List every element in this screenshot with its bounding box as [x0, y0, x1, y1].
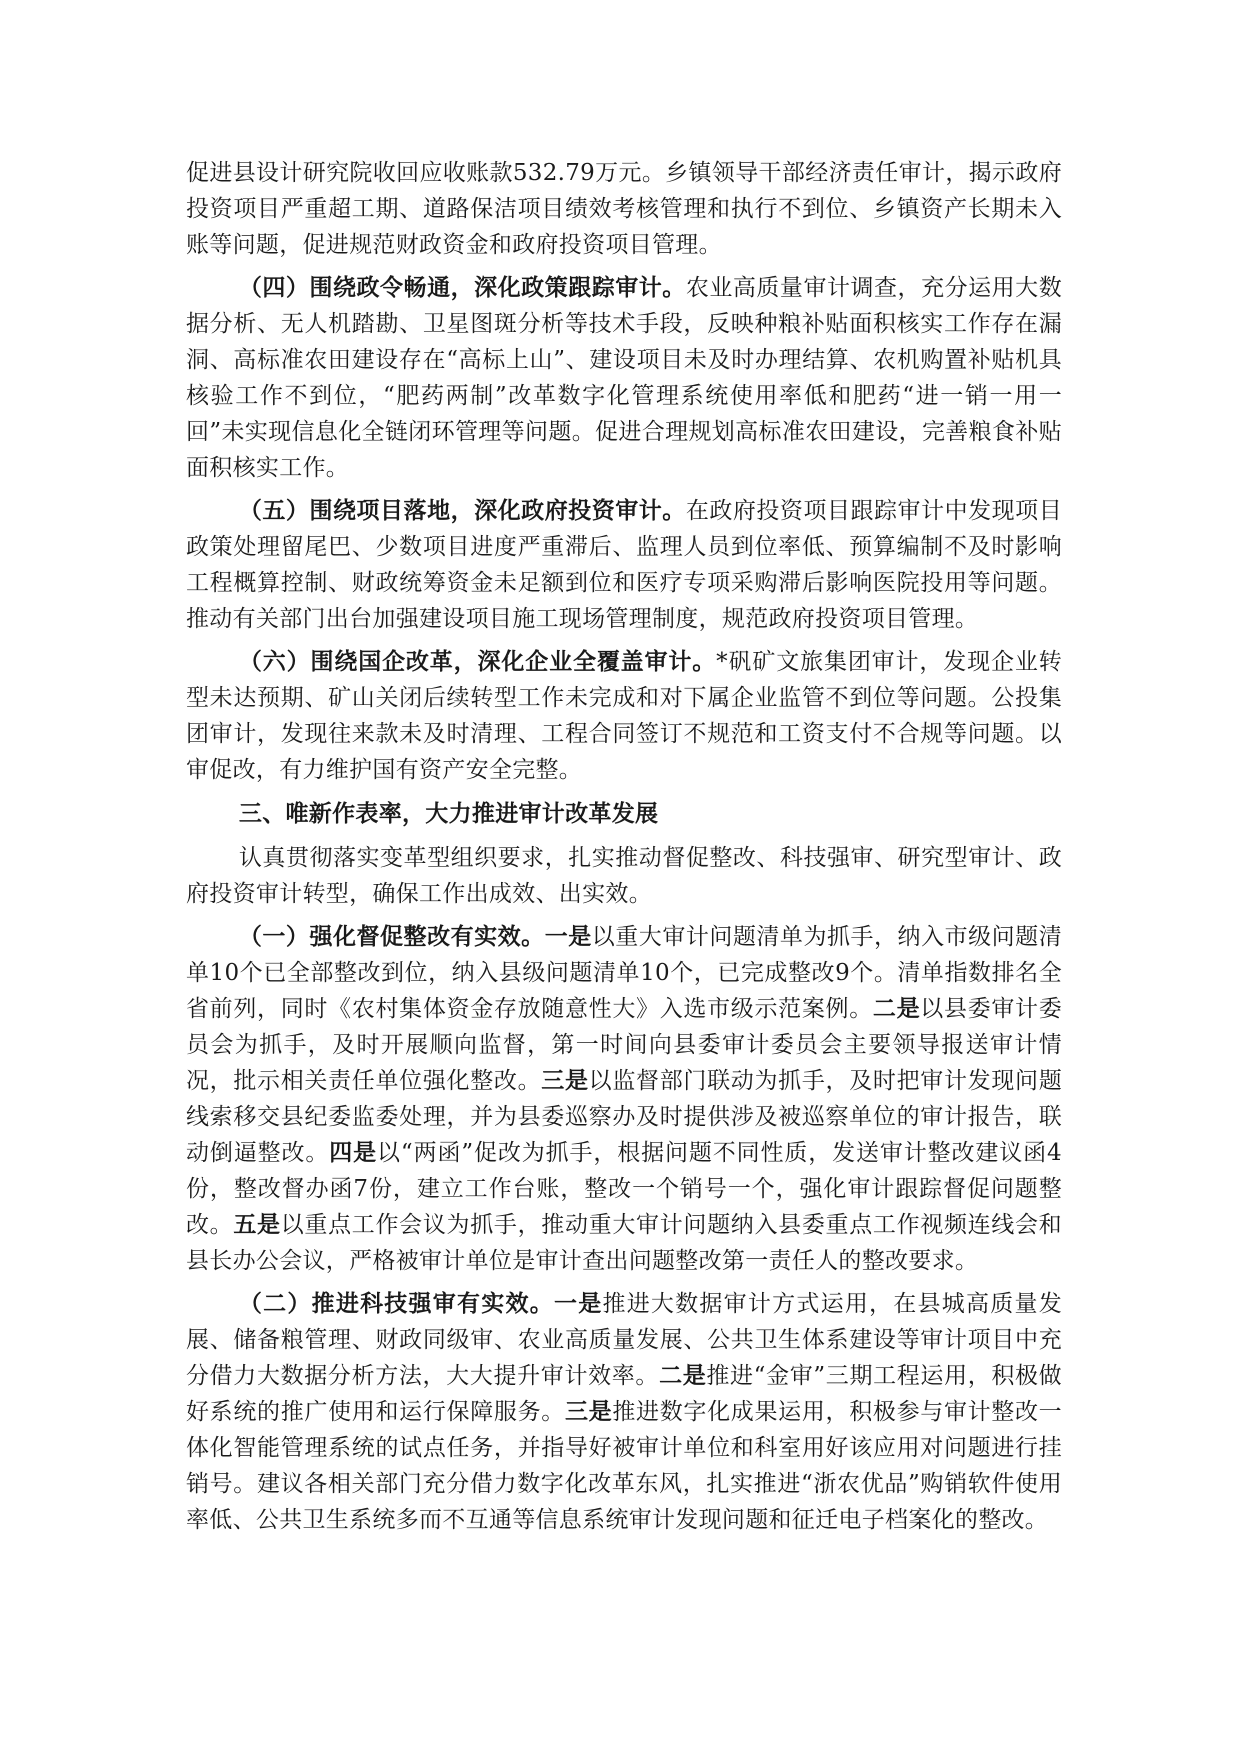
section-heading-six: （六）围绕国企改革，深化企业全覆盖审计。 — [238, 648, 717, 675]
paragraph-rectification: （一）强化督促整改有实效。一是以重大审计问题清单为抓手，纳入市级问题清单10个已全部整改到位，纳入县级问题清单10个，已完成整改9个。清单指数排名全省前列，同时《农村集体资金存放随意性大》入选市级示范案例。二是以县委审计委员会为抓手，及时开展顺向监督，第一时间向县委审计委员会主要领导报送审计情况，批示相关责任单位强化整改。三是以监督部门联动为抓手，及时把审计发现问题线索移交县纪委监委处理，并为县委巡察办及时提供涉及被巡察单位的审计报告，联动倒逼整改。四是以“两函”促改为抓手，根据问题不同性质，发送审计整改建议函4份，整改督办函7份，建立工作台账，整改一个销号一个，强化审计跟踪督促问题整改。五是以重点工作会议为抓手，推动重大审计问题纳入县委重点工作视频连线会和县长办公会议，严格被审计单位是审计查出问题整改第一责任人的整改要求。 — [186, 923, 1063, 1274]
section-heading-one: （一）强化督促整改有实效。 — [238, 923, 545, 950]
paragraph-reform-intro: 认真贯彻落实变革型组织要求，扎实推动督促整改、科技强审、研究型审计、政府投资审计转型，确保工作出成效、出实效。 — [186, 845, 1062, 907]
document-body — [186, 155, 1062, 1545]
paragraph-county-design-institute: 促进县设计研究院收回应收账款532.79万元。乡镇领导干部经济责任审计，揭示政府投资项目严重超工期、道路保洁项目绩效考核管理和执行不到位、乡镇资产长期未入账等问题，促进规范财政资金和政府投资项目管理。 — [186, 160, 1062, 258]
paragraph-tech-audit: （二）推进科技强审有实效。一是推进大数据审计方式运用，在县城高质量发展、储备粮管理、财政同级审、农业高质量发展、公共卫生体系建设等审计项目中充分借力大数据分析方法，大大提升审计效率。二是推进“金审”三期工程运用，积极做好系统的推广使用和运行保障服务。三是推进数字化成果运用，积极参与审计整改一体化智能管理系统的试点任务，并指导好被审计单位和科室用好该应用对问题进行挂销号。建议各相关部门充分借力数字化改革东风，扎实推进“浙农优品”购销软件使用率低、公共卫生系统多而不互通等信息系统审计发现问题和征迁电子档案化的整改。 — [186, 1290, 1063, 1533]
paragraph-policy-tracking-audit: （四）围绕政令畅通，深化政策跟踪审计。农业高质量审计调查，充分运用大数据分析、无人机踏勘、卫星图斑分析等技术手段，反映种粮补贴面积核实工作存在漏洞、高标准农田建设存在“高标上山”、建设项目未及时办理结算、农机购置补贴机具核验工作不到位，“肥药两制”改革数字化管理系统使用率低和肥药“进一销一用一回”未实现信息化全链闭环管理等问题。促进合理规划高标准农田建设，完善粮食补贴面积核实工作。 — [186, 274, 1062, 481]
section-heading-four: （四）围绕政令畅通，深化政策跟踪审计。 — [238, 274, 686, 301]
section-heading-two: （二）推进科技强审有实效。 — [238, 1290, 554, 1317]
section-heading-five: （五）围绕项目落地，深化政府投资审计。 — [238, 497, 686, 524]
paragraph-government-investment-audit: （五）围绕项目落地，深化政府投资审计。在政府投资项目跟踪审计中发现项目政策处理留尾巴、少数项目进度严重滞后、监理人员到位率低、预算编制不及时影响工程概算控制、财政统筹资金未足额到位和医疗专项采购滞后影响医院投用等问题。推动有关部门出台加强建设项目施工现场管理制度，规范政府投资项目管理。 — [186, 497, 1062, 632]
paragraph-enterprise-audit: （六）围绕国企改革，深化企业全覆盖审计。*矾矿文旅集团审计，发现企业转型未达预期、矿山关闭后续转型工作未完成和对下属企业监管不到位等问题。公投集团审计，发现往来款未及时清理、工程合同签订不规范和工资支付不合规等问题。以审促改，有力维护国有资产安全完整。 — [186, 648, 1063, 783]
chapter-heading-three: 三、唯新作表率，大力推进审计改革发展 — [238, 800, 659, 827]
